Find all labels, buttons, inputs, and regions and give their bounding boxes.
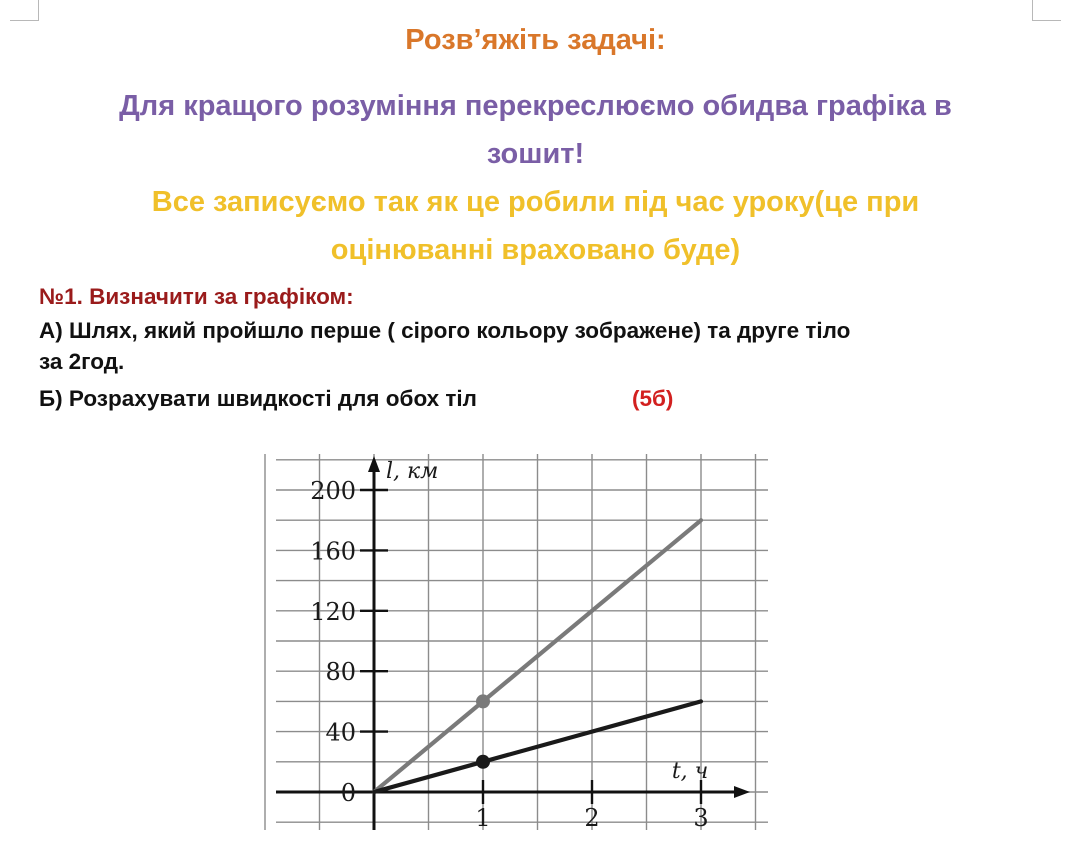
y-tick-label: 80	[325, 658, 356, 687]
task-part-a-line-2: за 2год.	[39, 349, 125, 374]
x-axis-label: t, ч	[671, 759, 709, 784]
y-tick-label: 200	[310, 477, 356, 505]
task-part-a-line-1: А) Шлях, який пройшло перше ( сірого кольору зображене) та друге тіло	[39, 318, 851, 343]
page-corner-mark-right	[1032, 0, 1061, 21]
series-point-2	[476, 755, 490, 769]
instruction-line-1: Для кращого розуміння перекреслюємо обидва графіка в	[119, 90, 952, 122]
y-axis-label: l, км	[386, 459, 439, 484]
series-point-1	[476, 694, 490, 708]
instruction-line-4: оцінюванні враховано буде)	[330, 234, 741, 266]
x-tick-label: 3	[693, 804, 709, 832]
y-tick-label: 40	[325, 718, 356, 747]
instruction-line-2: зошит!	[486, 138, 585, 170]
x-tick-label: 2	[584, 804, 600, 832]
x-axis-arrow	[734, 786, 750, 798]
y-tick-label: 120	[310, 597, 356, 626]
task-heading: №1. Визначити за графіком:	[39, 284, 354, 309]
chart-labels	[310, 459, 708, 832]
page-title: Розв’яжіть задачі:	[405, 24, 666, 56]
instruction-line-3: Все записуємо так як це робили під час уроку(це при	[151, 186, 920, 218]
distance-time-chart	[262, 448, 782, 838]
x-tick-label: 1	[475, 804, 491, 832]
y-tick-label: 0	[340, 779, 356, 807]
task-part-b: Б) Розрахувати швидкості для обох тіл	[39, 386, 477, 411]
page-corner-mark-left	[10, 0, 39, 21]
task-points: (5б)	[632, 386, 674, 411]
y-axis-arrow	[368, 456, 380, 472]
y-tick-label: 160	[310, 537, 356, 566]
